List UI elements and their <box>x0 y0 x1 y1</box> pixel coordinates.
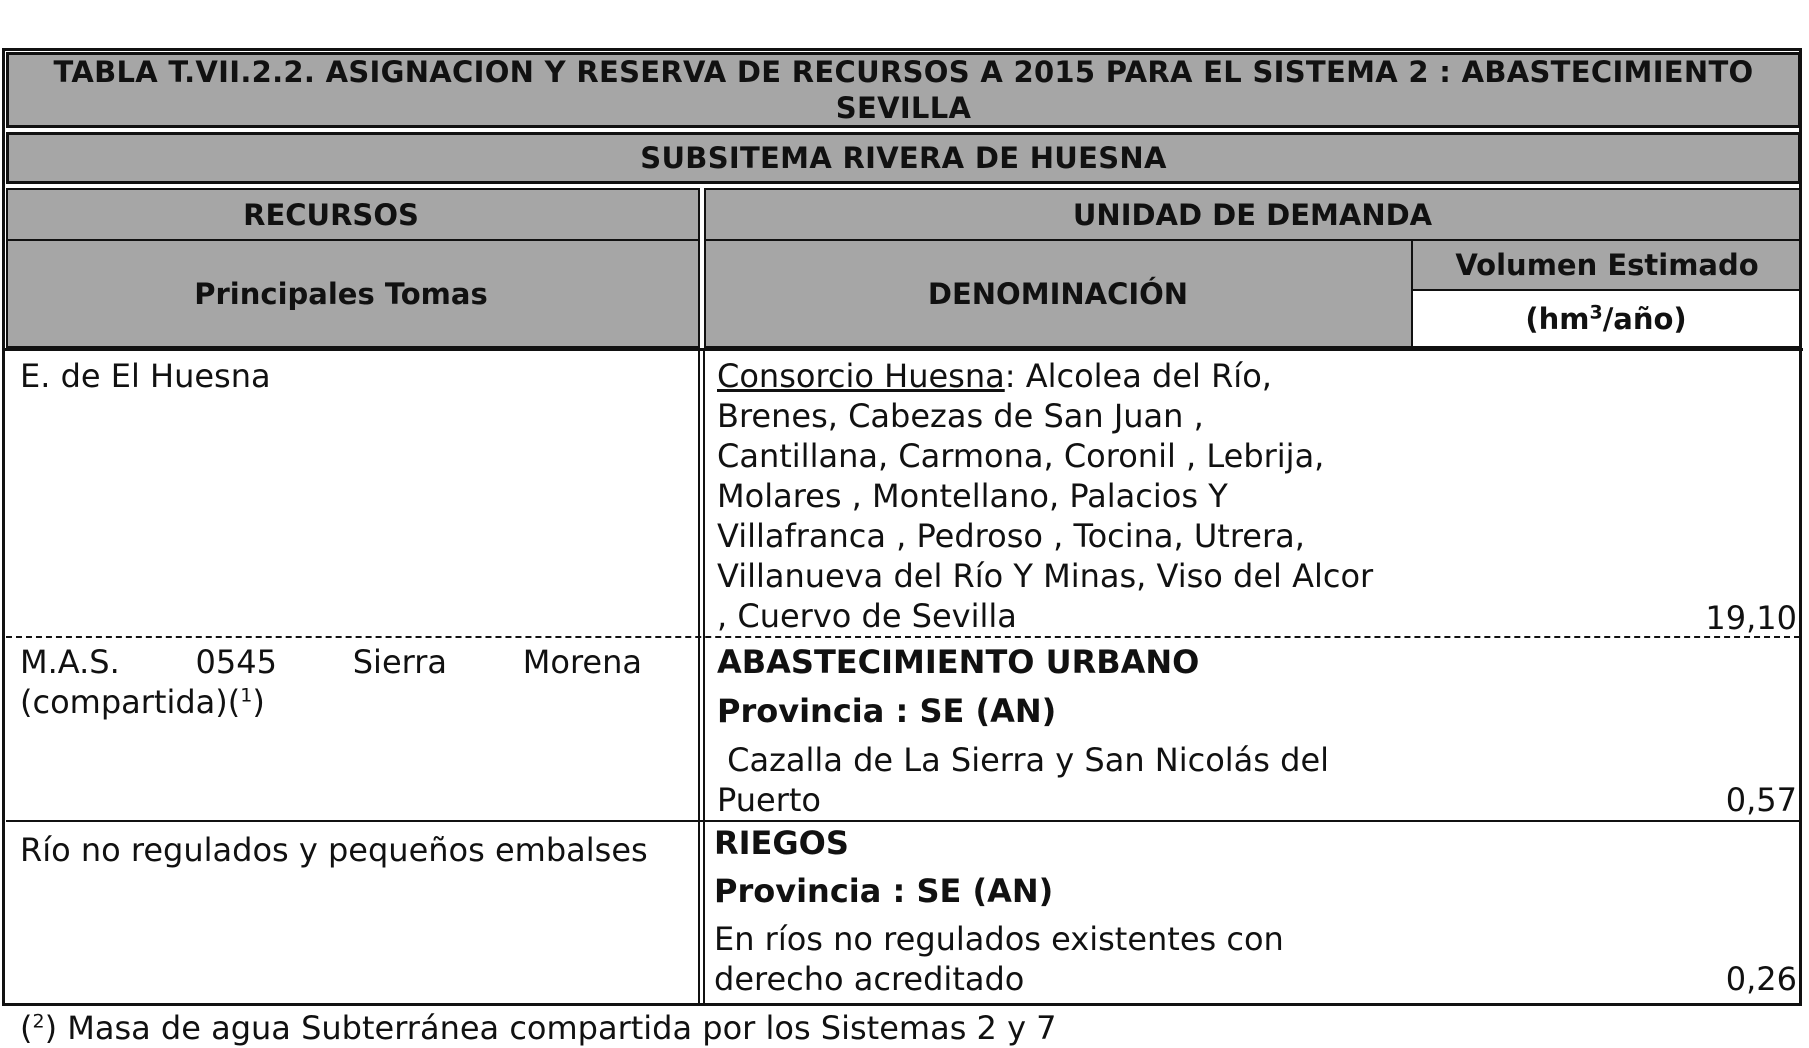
row2-section: ABASTECIMIENTO URBANO <box>717 643 1200 681</box>
row-divider <box>6 820 1800 822</box>
row3-provincia: Provincia : SE (AN) <box>714 872 1054 910</box>
recursos-header-text: RECURSOS <box>243 198 419 232</box>
divider <box>4 348 1803 351</box>
subsystem-title-text: SUBSITEMA RIVERA DE HUESNA <box>640 141 1167 175</box>
denominacion-header <box>704 241 1412 346</box>
row3-recurso: Río no regulados y pequeños embalses <box>20 831 648 869</box>
divider <box>1800 350 1802 1004</box>
unidad-demanda-text: UNIDAD DE DEMANDA <box>1072 198 1433 232</box>
divider <box>703 350 705 1004</box>
table-title-text: TABLA T.VII.2.2. ASIGNACION Y RESERVA DE RECURSOS A 2015 PARA EL SISTEMA 2 : ABASTECIMIENTO SEVILLA <box>53 55 1754 125</box>
row3-section: RIEGOS <box>714 824 849 862</box>
unidad-demanda-header <box>704 190 1801 240</box>
subsystem-title <box>6 132 1801 184</box>
row2-recurso <box>20 642 642 722</box>
volumen-text: Volumen Estimado <box>1455 248 1759 282</box>
principales-tomas-text: Principales Tomas <box>194 276 488 311</box>
footnote: ($^2$) Masa de agua Subterránea compartida por los Sistemas 2 y 7 <box>20 1009 1057 1047</box>
row2-denominacion: Cazalla de La Sierra y San Nicolás del Puerto <box>717 741 1340 819</box>
row1-volumen: 19,10 <box>1705 599 1797 637</box>
row2-recurso-line2: (compartida)($^1$) <box>20 683 265 721</box>
recursos-header <box>6 190 656 240</box>
unit-text: $(hm^3/año)$ <box>1525 300 1687 336</box>
row1-recurso: E. de El Huesna <box>20 357 271 395</box>
row3-denominacion: En ríos no regulados existentes con derecho acreditado <box>714 920 1284 998</box>
unit-header <box>1413 289 1799 346</box>
row1-denominacion: Consorcio Huesna: Alcolea del Río, Brenes, Cabezas de San Juan , Cantillana, Carmona, Coronil , Lebrija, Molares , Montellano, Palacios Y Villafranca , Pedroso , Tocina, Utrera, Villanueva del Río Y Minas, Viso del Alcor , Cuervo de Sevilla <box>717 357 1374 635</box>
row-divider-dashed <box>6 636 1800 638</box>
denominacion-text: DENOMINACIÓN <box>927 276 1189 311</box>
row2-provincia: Provincia : SE (AN) <box>717 692 1057 730</box>
divider <box>698 350 700 1004</box>
row3-volumen: 0,26 <box>1725 960 1797 998</box>
row2-volumen: 0,57 <box>1725 781 1797 819</box>
consorcio-huesna-link: Consorcio Huesna <box>717 357 1005 395</box>
row2-recurso-line1: M.A.S. 0545 Sierra Morena <box>20 643 642 681</box>
principales-tomas-header <box>6 241 676 346</box>
table-title <box>6 52 1801 128</box>
volumen-header <box>1413 241 1801 289</box>
